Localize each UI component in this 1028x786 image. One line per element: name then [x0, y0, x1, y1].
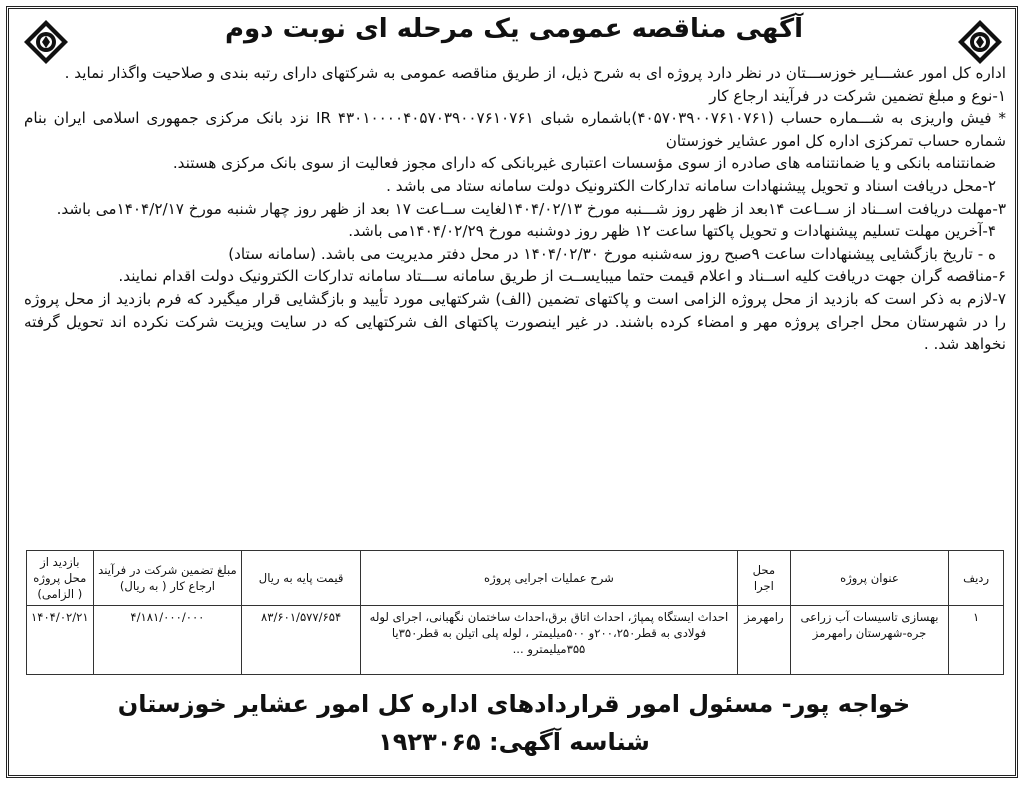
- signature-line: خواجه پور- مسئول امور قراردادهای اداره کل امور عشایر خوزستان: [117, 690, 911, 718]
- cell-guarantee: ۴/۱۸۱/۰۰۰/۰۰۰: [93, 606, 242, 675]
- header-location: محل اجرا: [737, 551, 790, 606]
- cell-row-number: ۱: [949, 606, 1004, 675]
- clause-7: ۷-لازم به ذکر است که بازدید از محل پروژه الزامی است و پاکتهای تضمین (الف) شرکتهایی مورد تأیید و بازگشایی قرار میگیرد که فرم بازدید از محل پروژه را در شهرستان محل اجرای پروژه مهر و امضاء کرده باشند. در غیر اینصورت پاکتهای الف شرکتهایی که در سایت ویزیت شرکت نکرده اند تحویل گرفته نخواهد شد. .: [24, 289, 1006, 354]
- cell-location: رامهرمز: [737, 606, 790, 675]
- table-header-row: [27, 551, 1004, 606]
- cell-base-price: ۸۳/۶۰۱/۵۷۷/۶۵۴: [242, 606, 361, 675]
- clause-3: ۳-مهلت دریافت اســناد از ســاعت ۱۴بعد از ظهر روز شـــنبه مورخ ۱۴۰۴/۰۲/۱۳لغایت ســاعت ۱۷ بعد از ظهر روز چهار شنبه مورخ ۱۴۰۴/۲/۱۷می باشد.: [56, 199, 1006, 218]
- notice-title: آگهی مناقصه عمومی یک مرحله ای نوبت دوم: [224, 14, 804, 44]
- clause-5: ه - تاریخ بازگشایی پیشنهادات ساعت ۹صبح روز سه‌شنبه مورخ ۱۴۰۴/۰۲/۳۰ در محل دفتر مدیریت می باشد. (سامانه ستاد): [228, 244, 996, 263]
- header-site-visit: بازدید از محل پروژه ( الزامی): [27, 551, 94, 606]
- clause-4: ۴-آخرین مهلت تسلیم پیشنهادات و تحویل پاکتها ساعت ۱۲ ظهر روز دوشنبه مورخ ۱۴۰۴/۰۲/۲۹می باشد.: [348, 222, 996, 241]
- header-project-title: عنوان پروژه: [790, 551, 948, 606]
- clause-2: ۲-محل دریافت اسناد و تحویل پیشنهادات سامانه تدارکات الکترونیک دولت سامانه ستاد می باشد .: [386, 176, 996, 195]
- header-guarantee: مبلغ تضمین شرکت در فرآیند ارجاع کار ( به ریال): [93, 551, 242, 606]
- header-row-number: ردیف: [949, 551, 1004, 606]
- guarantee-clause: ضمانتنامه بانکی و یا ضمانتنامه های صادره از سوی مؤسسات اعتباری غیربانکی که دارای مجوز فعالیت از سوی بانک مرکزی هستند.: [172, 154, 996, 173]
- cell-description: احداث ایستگاه پمپاژ، احداث اتاق برق،احداث ساختمان نگهبانی، اجرای لوله فولادی به قطر۲۰۰،۲۵۰و ۵۰۰میلیمتر ، لوله پلی اتیلن به قطر۳۵۰یا ۳۵۵میلیمترو ...: [361, 606, 738, 675]
- cell-site-visit: ۱۴۰۴/۰۲/۲۱: [27, 606, 94, 675]
- clause-1: ۱-نوع و مبلغ تضمین شرکت در فرآیند ارجاع کار: [709, 86, 1006, 105]
- table-row: [27, 606, 1004, 675]
- header-description: شرح عملیات اجرایی پروژه: [361, 551, 738, 606]
- notice-body: [24, 62, 1006, 356]
- project-table: [26, 550, 1004, 675]
- clause-6: ۶-مناقصه گران جهت دریافت کلیه اســناد و اعلام قیمت حتما میبایســت از طریق سامانه ســـتاد سامانه تدارکات الکترونیک دولت اقدام نمایند.: [118, 267, 1006, 286]
- intro-paragraph: اداره کل امور عشـــایر خوزســـتان در نظر دارد پروژه ای به شرح ذیل، از طریق مناقصه عمومی به شرکتهای دارای رتبه بندی و صلاحیت واگذار نماید .: [64, 64, 1006, 82]
- header-base-price: قیمت پایه به ریال: [242, 551, 361, 606]
- deposit-clause: * فیش واریزی به شـــماره حساب (۴۰۵۷۰۳۹۰۰۷۶۱۰۷۶۱)باشماره شبای IR ۴۳۰۱۰۰۰۰۴۰۵۷۰۳۹۰۰۷۶۱۰۷۶۱ نزد بانک مرکزی جمهوری اسلامی ایران بنام شماره حساب تمرکزی اداره کل امور عشایر خوزستان: [24, 109, 1006, 150]
- cell-project-title: بهسازی تاسیسات آب زراعی جره-شهرستان رامهرمز: [790, 606, 948, 675]
- notice-id: شناسه آگهی: ۱۹۲۳۰۶۵: [378, 728, 650, 756]
